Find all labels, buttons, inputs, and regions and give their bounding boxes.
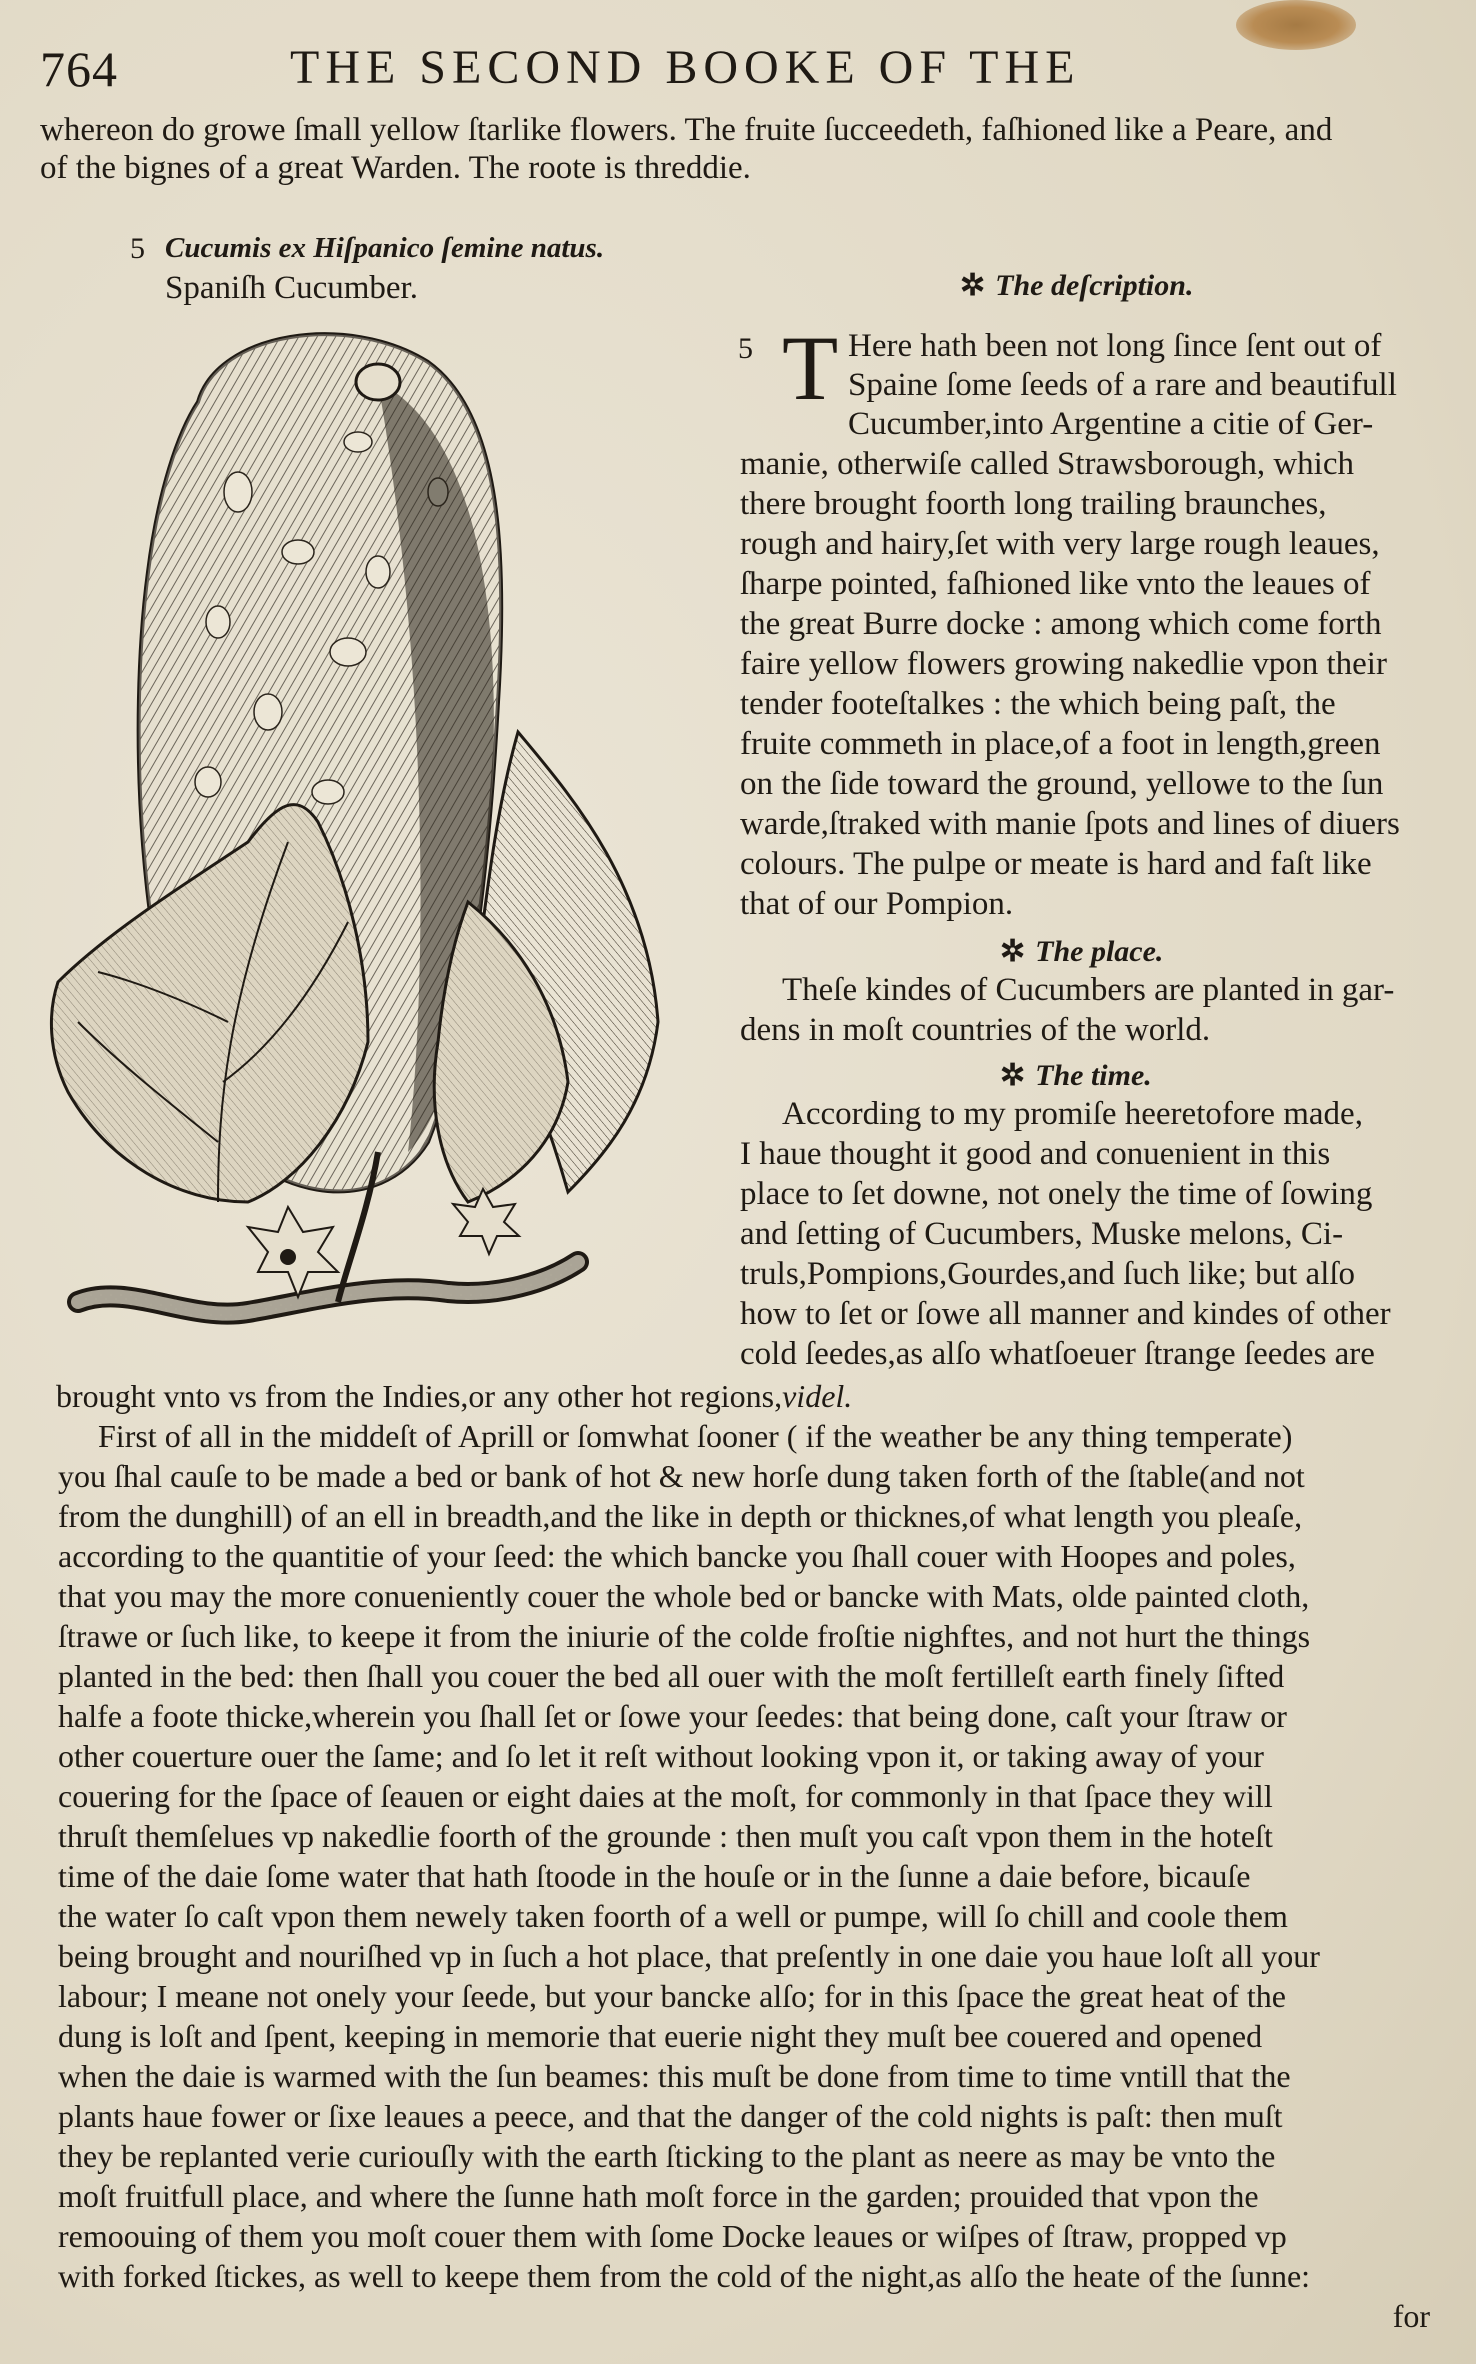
description-line: on the ſide toward the ground, yellowe to the ſun — [740, 766, 1384, 802]
body-line: dung is loſt and ſpent, keeping in memorie that euerie night they muſt bee couered and opened — [58, 2018, 1263, 2054]
description-line: Here hath been not long ſince ſent out of — [848, 328, 1382, 364]
time-line: how to ſet or ſowe all manner and kindes of other — [740, 1296, 1391, 1332]
description-line: faire yellow flowers growing nakedlie vpon their — [740, 646, 1387, 682]
body-line: being brought and nouriſhed vp in ſuch a hot place, that preſently in one daie you haue loſt all your — [58, 1938, 1320, 1974]
time-line: place to ſet downe, not onely the time of ſowing — [740, 1176, 1373, 1212]
time-wide-line-italic: videl. — [782, 1378, 853, 1414]
body-line: from the dunghill) of an ell in breadth,and the like in depth or thicknes,of what length you pleaſe, — [58, 1498, 1303, 1534]
place-heading — [1000, 934, 1163, 969]
paper-stain — [1236, 0, 1356, 50]
body-line: they be replanted verie curiouſly with the earth ſticking to the plant as neere as may be vnto the — [58, 2138, 1276, 2174]
body-line: you ſhal cauſe to be made a bed or bank of hot & new horſe dung taken forth of the ſtable(and not — [58, 1458, 1305, 1494]
body-line: couering for the ſpace of ſeauen or eight daies at the moſt, for commonly in that ſpace they will — [58, 1778, 1273, 1814]
time-line: According to my promiſe heeretofore made, — [782, 1096, 1363, 1132]
description-heading-text: The deſcription. — [995, 269, 1194, 302]
description-heading — [960, 268, 1193, 303]
body-line: time of the daie ſome water that hath ſtoode in the houſe or in the ſunne a daie before, bicauſe — [58, 1858, 1251, 1894]
time-line: cold ſeedes,as alſo whatſoeuer ſtrange ſeedes are — [740, 1336, 1375, 1372]
description-line: tender footeſtalkes : the which being paſt, the — [740, 686, 1336, 722]
cucumber-woodcut-illustration — [48, 322, 690, 1362]
body-line: halfe a foote thicke,wherein you ſhall ſet or ſowe your ſeedes: that being done, caſt your ſtraw or — [58, 1698, 1287, 1734]
paragraph-number: 5 — [738, 332, 753, 365]
body-line: planted in the bed: then ſhall you couer the bed all ouer with the moſt fertilleſt earth finely ſifted — [58, 1658, 1285, 1694]
description-line: colours. The pulpe or meate is hard and faſt like — [740, 846, 1372, 882]
body-line: plants haue fower or ſixe leaues a peece, and that the danger of the cold nights is paſt: then muſt — [58, 2098, 1283, 2134]
body-line: according to the quantitie of your ſeed: the which bancke you ſhall couer with Hoopes and poles, — [58, 1538, 1296, 1574]
place-heading-text: The place. — [1035, 935, 1164, 968]
running-head: THE SECOND BOOKE OF THE — [290, 41, 1081, 94]
description-line: there brought foorth long trailing braunches, — [740, 486, 1327, 522]
catchword: for — [1392, 2298, 1430, 2334]
description-line: rough and hairy,ſet with very large rough leaues, — [740, 526, 1380, 562]
body-line: when the daie is warmed with the ſun beames: this muſt be done from time to time vntill that the — [58, 2058, 1291, 2094]
body-line: remoouing of them you moſt couer them with ſome Docke leaues or wiſpes of ſtraw, propped vp — [58, 2218, 1287, 2254]
description-line: ſharpe pointed, faſhioned like vnto the leaues of — [740, 566, 1371, 602]
description-line: Cucumber,into Argentine a citie of Ger- — [848, 406, 1374, 442]
intro-line: whereon do growe ſmall yellow ſtarlike flowers. The fruite ſucceedeth, faſhioned like a Peare, and — [40, 112, 1333, 148]
place-line: dens in moſt countries of the world. — [740, 1012, 1211, 1048]
body-line: First of all in the middeſt of Aprill or ſomwhat ſooner ( if the weather be any thing temperate) — [98, 1418, 1293, 1454]
time-wide-line — [56, 1378, 852, 1415]
description-line: that of our Pompion. — [740, 886, 1014, 922]
time-line: and ſetting of Cucumbers, Muske melons, Ci- — [740, 1216, 1344, 1252]
body-line: with forked ſtickes, as well to keepe them from the cold of the night,as alſo the heate of the ſunne: — [58, 2258, 1311, 2294]
body-line: the water ſo caſt vpon them newely taken foorth of a well or pumpe, will ſo chill and coole them — [58, 1898, 1288, 1934]
drop-cap: T — [782, 317, 839, 419]
intro-line: of the bignes of a great Warden. The roote is threddie. — [40, 150, 751, 186]
description-line: manie, otherwiſe called Strawsborough, which — [740, 446, 1354, 482]
fleuron-icon: ✲ — [1000, 1059, 1026, 1092]
body-line: labour; I meane not onely your ſeede, but your bancke alſo; for in this ſpace the great heat of the — [58, 1978, 1286, 2014]
description-line: fruite commeth in place,of a foot in length,green — [740, 726, 1381, 762]
time-wide-line-text: brought vnto vs from the Indies,or any other hot regions, — [56, 1378, 783, 1414]
time-line: truls,Pompions,Gourdes,and ſuch like; but alſo — [740, 1256, 1356, 1292]
body-line: other couerture ouer the ſame; and ſo let it reſt without looking vpon it, or taking away of your — [58, 1738, 1264, 1774]
fleuron-icon: ✲ — [960, 269, 986, 302]
fleuron-icon: ✲ — [1000, 935, 1026, 968]
body-line: thruſt themſelues vp nakedlie foorth of the grounde : then muſt you caſt vpon them in the hoteſt — [58, 1818, 1273, 1854]
entry-latin-name: Cucumis ex Hiſpanico ſemine natus. — [165, 232, 605, 264]
time-heading — [1000, 1058, 1152, 1093]
body-line: ſtrawe or ſuch like, to keepe it from the iniurie of the colde froſtie nighftes, and not hurt the things — [58, 1618, 1311, 1654]
page-number: 764 — [40, 41, 118, 97]
body-line: moſt fruitfull place, and where the ſunne hath moſt force in the garden; prouided that vpon the — [58, 2178, 1259, 2214]
entry-english-name: Spaniſh Cucumber. — [165, 270, 418, 306]
body-line: that you may the more conueniently couer the whole bed or bancke with Mats, olde painted cloth, — [58, 1578, 1310, 1614]
time-line: I haue thought it good and conuenient in this — [740, 1136, 1331, 1172]
description-line: Spaine ſome ſeeds of a rare and beautifull — [848, 367, 1397, 403]
entry-number: 5 — [130, 232, 145, 265]
time-heading-text: The time. — [1035, 1059, 1152, 1092]
place-line: Theſe kindes of Cucumbers are planted in gar- — [782, 972, 1395, 1008]
description-line: the great Burre docke : among which come forth — [740, 606, 1382, 642]
description-line: warde,ſtraked with manie ſpots and lines of diuers — [740, 806, 1400, 842]
